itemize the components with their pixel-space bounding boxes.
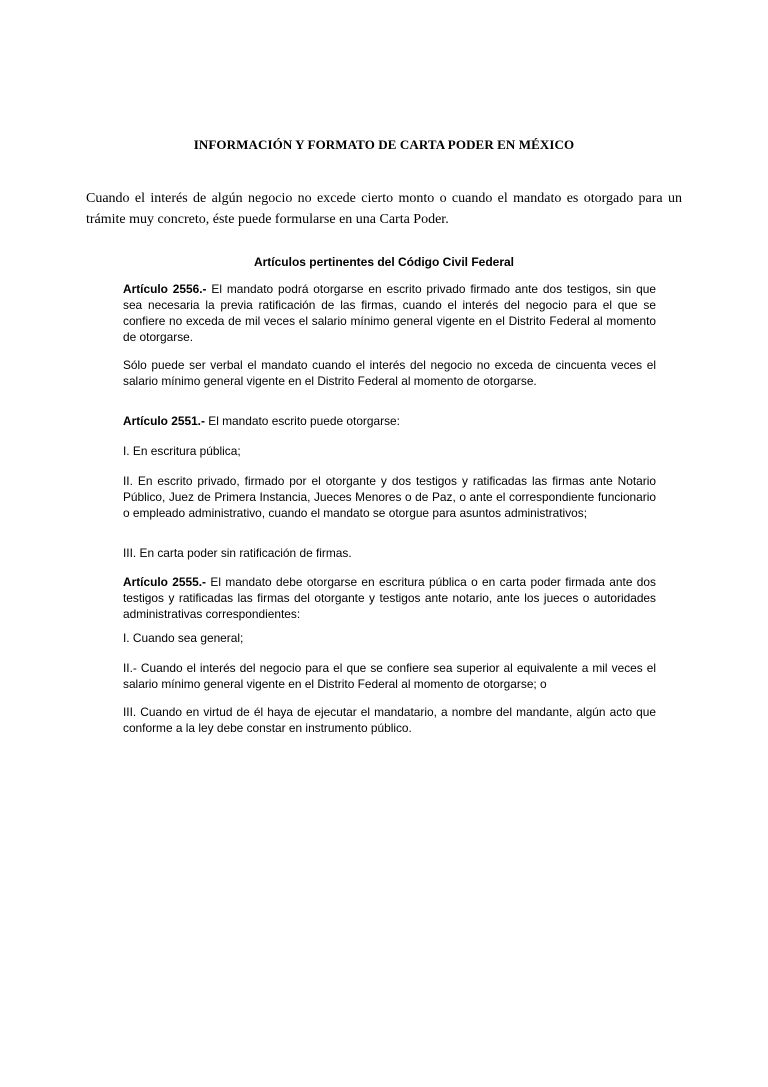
article-2551-paragraph bbox=[123, 413, 656, 429]
article-2551-item-1: I. En escritura pública; bbox=[123, 444, 241, 458]
article-2555-item-1: I. Cuando sea general; bbox=[123, 631, 244, 645]
article-2555-label: Artículo 2555.- bbox=[123, 575, 207, 589]
section-heading: Artículos pertinentes del Código Civil Federal bbox=[253, 255, 515, 269]
article-2555-paragraph bbox=[123, 574, 656, 622]
article-2555-item-2: II.- Cuando el interés del negocio para el que se confiere sea superior al equivalente a mil veces el salario mínimo general vigente en el Distrito Federal al momento de otorgarse; o bbox=[123, 661, 656, 691]
article-2551-item-2: II. En escrito privado, firmado por el otorgante y dos testigos y ratificadas las firmas ante Notario Público, Juez de Primera Instancia, Jueces Menores o de Paz, o ante el correspondiente funcionario o empleado administrativo, cuando el mandato se otorgue para asuntos administrativos; bbox=[123, 474, 656, 520]
article-2555-text: El mandato debe otorgarse en escritura pública o en carta poder firmada ante dos testigos y ratificadas las firmas del otorgante y testigos ante notario, ante los jueces o autoridades administrativas correspondientes: bbox=[123, 575, 656, 621]
article-2556-paragraph bbox=[123, 281, 656, 345]
document-title: INFORMACIÓN Y FORMATO DE CARTA PODER EN MÉXICO bbox=[193, 137, 575, 152]
article-2551-text: El mandato escrito puede otorgarse: bbox=[204, 414, 400, 428]
article-2551-label: Artículo 2551.- bbox=[123, 414, 205, 428]
article-2556-text: El mandato podrá otorgarse en escrito privado firmado ante dos testigos, sin que sea necesaria la previa ratificación de las firmas, cuando el interés del negocio para el que se confiere no exceda de mil veces el salario mínimo general vigente en el Distrito Federal al momento de otorgarse. bbox=[123, 282, 657, 344]
article-2551-item-3: III. En carta poder sin ratificación de firmas. bbox=[123, 546, 352, 560]
intro-paragraph: Cuando el interés de algún negocio no excede cierto monto o cuando el mandato es otorgado para un trámite muy concreto, éste puede formularse en una Carta Poder. bbox=[86, 191, 682, 227]
verbal-mandate-paragraph: Sólo puede ser verbal el mandato cuando el interés del negocio no exceda de cincuenta veces el salario mínimo general vigente en el Distrito Federal al momento de otorgarse. bbox=[123, 358, 656, 388]
article-2555-item-3: III. Cuando en virtud de él haya de ejecutar el mandatario, a nombre del mandante, algún acto que conforme a la ley debe constar en instrumento público. bbox=[123, 705, 656, 735]
article-2556-label: Artículo 2556.- bbox=[123, 282, 207, 296]
